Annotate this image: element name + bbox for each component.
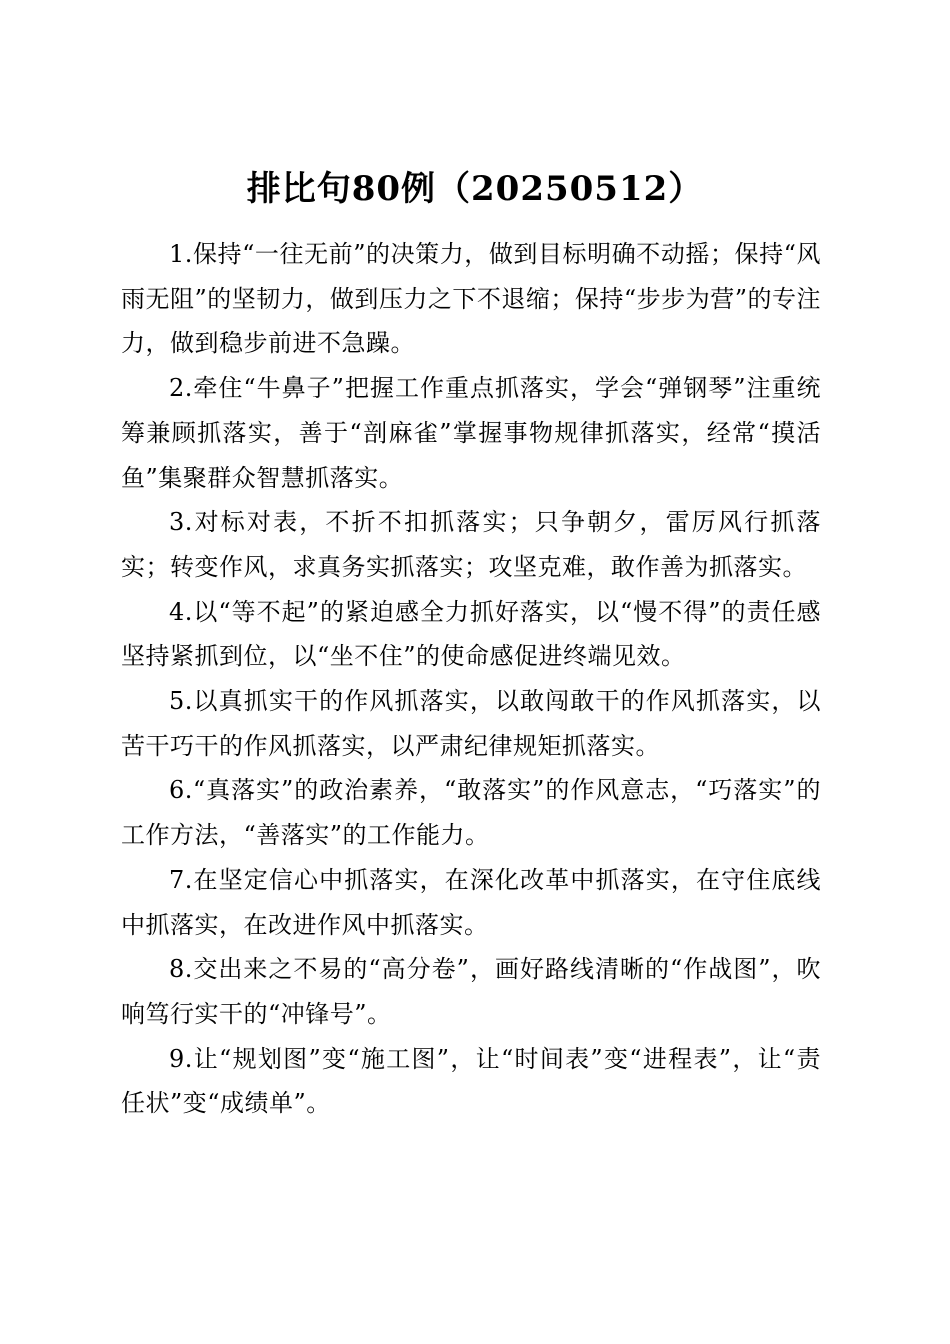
paragraph-3: 3.对标对表，不折不扣抓落实；只争朝夕，雷厉风行抓落实；转变作风，求真务实抓落实；攻坚克难，敢作善为抓落实。	[121, 508, 821, 581]
paragraph-4: 4.以“等不起”的紧迫感全力抓好落实，以“慢不得”的责任感坚持紧抓到位，以“坐不住”的使命感促进终端见效。	[121, 597, 821, 671]
document-body	[121, 232, 821, 1126]
page-title: 排比句80例（20250512）	[246, 168, 704, 209]
paragraph-9: 9.让“规划图”变“施工图”，让“时间表”变“进程表”，让“责任状”变“成绩单”。	[121, 1044, 821, 1118]
paragraph-1: 1.保持“一往无前”的决策力，做到目标明确不动摇；保持“风雨无阻”的坚韧力，做到压力之下不退缩；保持“步步为营”的专注力，做到稳步前进不急躁。	[121, 240, 821, 358]
paragraph-8: 8.交出来之不易的“高分卷”，画好路线清晰的“作战图”，吹响笃行实干的“冲锋号”。	[121, 955, 821, 1028]
paragraph-6: 6.“真落实”的政治素养，“敢落实”的作风意志，“巧落实”的工作方法，“善落实”的工作能力。	[121, 776, 821, 850]
paragraph-2: 2.牵住“牛鼻子”把握工作重点抓落实，学会“弹钢琴”注重统筹兼顾抓落实，善于“剖麻雀”掌握事物规律抓落实，经常“摸活鱼”集聚群众智慧抓落实。	[121, 374, 821, 492]
paragraph-7: 7.在坚定信心中抓落实，在深化改革中抓落实，在守住底线中抓落实，在改进作风中抓落实。	[121, 865, 821, 939]
paragraph-5: 5.以真抓实干的作风抓落实，以敢闯敢干的作风抓落实，以苦干巧干的作风抓落实，以严肃纪律规矩抓落实。	[121, 687, 821, 760]
